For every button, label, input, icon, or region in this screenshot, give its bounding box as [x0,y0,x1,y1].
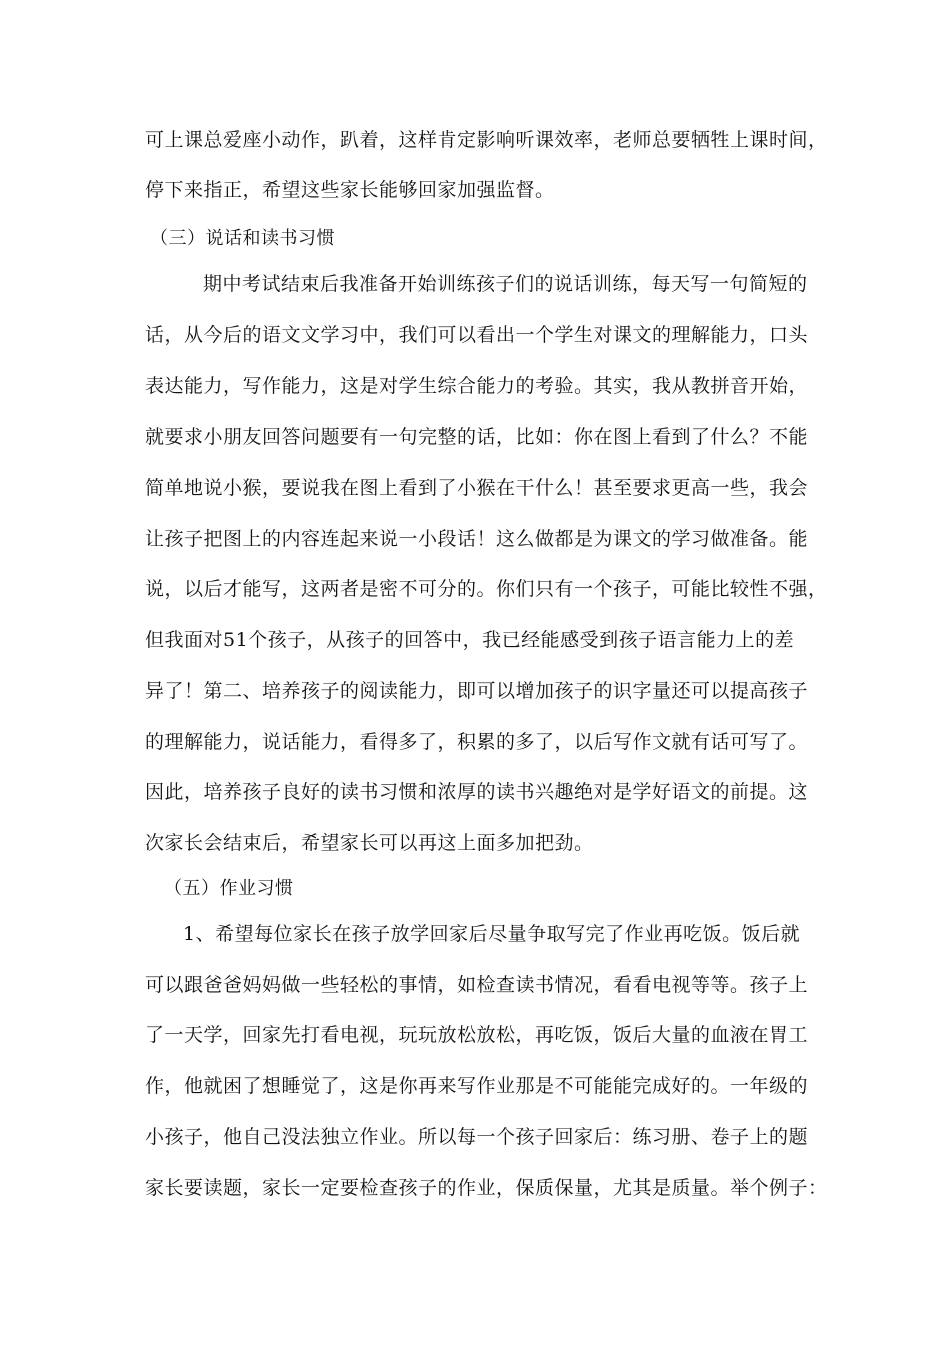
paragraph-line: 作，他就困了想睡觉了，这是你再来写作业那是不可能能完成好的。一年级的 [145,1075,809,1097]
paragraph-line: 就要求小朋友回答问题要有一句完整的话，比如：你在图上看到了什么？不能 [145,426,809,448]
paragraph-line: 说，以后才能写，这两者是密不可分的。你们只有一个孩子，可能比较性不强， [145,578,828,600]
paragraph-line: 话，从今后的语文文学习中，我们可以看出一个学生对课文的理解能力，口头 [145,324,809,346]
paragraph-line: 异了！第二、培养孩子的阅读能力，即可以增加孩子的识字量还可以提高孩子 [145,680,809,702]
paragraph-line: 次家长会结束后，希望家长可以再这上面多加把劲。 [145,832,594,854]
paragraph-line: 了一天学，回家先打看电视，玩玩放松放松，再吃饭，饭后大量的血液在胃工 [145,1024,809,1046]
paragraph-line: 可以跟爸爸妈妈做一些轻松的事情，如检查读书情况，看看电视等等。孩子上 [145,974,809,996]
paragraph-line: 让孩子把图上的内容连起来说一小段话！这么做都是为课文的学习做准备。能 [145,528,809,550]
paragraph-line: 但我面对51个孩子，从孩子的回答中，我已经能感受到孩子语言能力上的差 [145,629,795,651]
paragraph-line: 1、希望每位家长在孩子放学回家后尽量争取写完了作业再吃饭。饭后就 [183,923,801,945]
section-heading: （三）说话和读书习惯 [150,228,335,249]
paragraph-line: 停下来指正，希望这些家长能够回家加强监督。 [145,179,555,201]
paragraph-line: 可上课总爱座小动作，趴着，这样肯定影响听课效率，老师总要牺牲上课时间， [145,129,828,151]
paragraph-line: 家长要读题，家长一定要检查孩子的作业，保质保量，尤其是质量。举个例子： [145,1177,828,1199]
paragraph-line: 小孩子，他自己没法独立作业。所以每一个孩子回家后：练习册、卷子上的题 [145,1126,809,1148]
paragraph-line: 的理解能力，说话能力，看得多了，积累的多了，以后写作文就有话可写了。 [145,731,809,753]
section-heading: （五）作业习惯 [164,878,294,899]
paragraph-line: 简单地说小猴，要说我在图上看到了小猴在干什么！甚至要求更高一些，我会 [145,477,809,499]
paragraph-line: 表达能力，写作能力，这是对学生综合能力的考验。其实，我从教拼音开始， [145,375,809,397]
paragraph-line: 期中考试结束后我准备开始训练孩子们的说话训练，每天写一句简短的 [203,273,808,295]
paragraph-line: 因此，培养孩子良好的读书习惯和浓厚的读书兴趣绝对是学好语文的前提。这 [145,781,809,803]
